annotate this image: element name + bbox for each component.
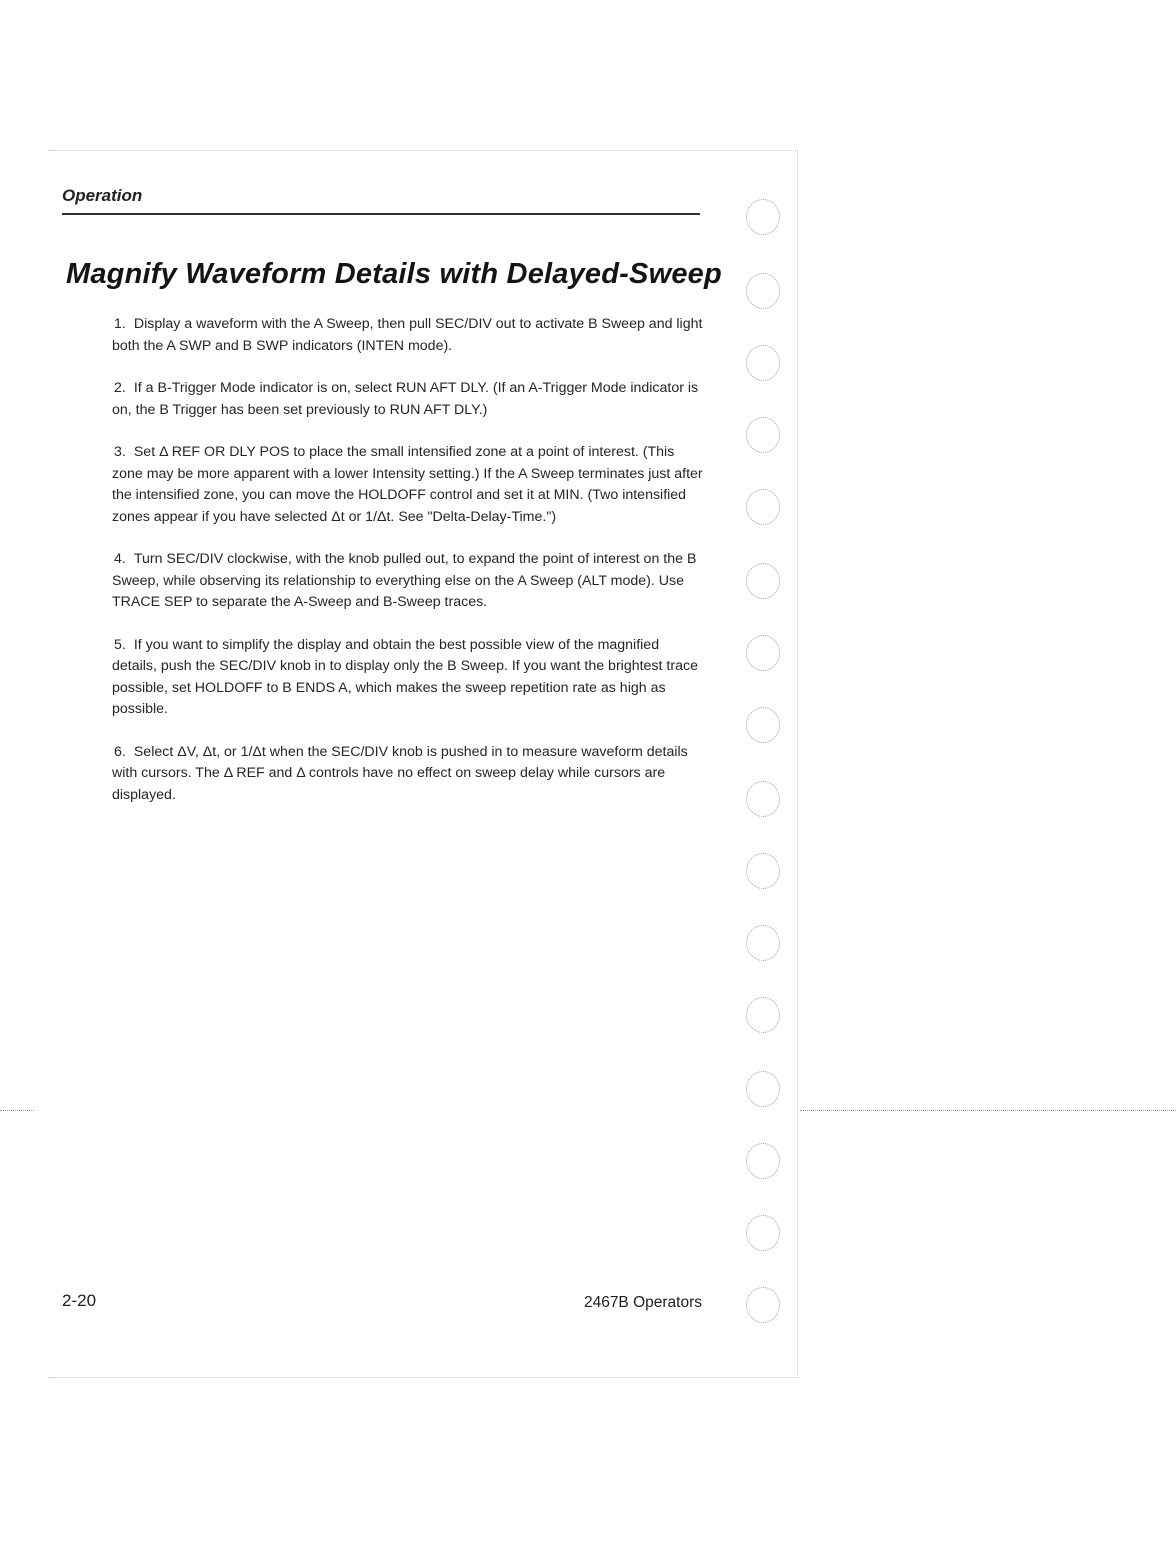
step-text: Set Δ REF OR DLY POS to place the small intensified zone at a point of interest. (This zone may be more apparent with a lower Intensity setting.) If the A Sweep terminates just after the intensified zone, you can move the HOLDOFF control and set it at MIN. (Two intensified zones appear if you have selected Δt or 1/Δt. See "Delta-Delay-Time.") (112, 444, 703, 525)
step-number: 6. (114, 743, 126, 760)
step-4 (112, 549, 704, 614)
punch-hole-icon (746, 1215, 780, 1251)
binder-punch-holes (746, 199, 782, 1329)
step-1 (112, 314, 704, 357)
step-number: 3. (114, 444, 126, 460)
punch-hole-icon (746, 635, 780, 671)
step-number: 1. (114, 316, 126, 332)
page-edge-top (48, 150, 796, 151)
punch-hole-icon (746, 273, 780, 309)
punch-hole-icon (746, 345, 780, 381)
section-label: Operation (62, 186, 143, 205)
step-6 (112, 742, 704, 807)
scan-line (800, 1110, 1176, 1111)
punch-hole-icon (746, 925, 780, 961)
step-text: If a B-Trigger Mode indicator is on, select RUN AFT DLY. (If an A-Trigger Mode indicator is on, the B Trigger has been set previously to RUN AFT DLY.) (112, 380, 699, 418)
page-title: Magnify Waveform Details with Delayed-Sweep (66, 258, 722, 290)
punch-hole-icon (746, 997, 780, 1033)
punch-hole-icon (746, 199, 780, 235)
step-number: 2. (114, 380, 126, 396)
step-2 (112, 378, 704, 421)
step-text: Select ΔV, Δt, or 1/Δt when the SEC/DIV knob is pushed in to measure waveform details with cursors. The Δ REF and Δ controls have no effect on sweep delay while cursors are displayed. (112, 743, 688, 803)
punch-hole-icon (746, 1287, 780, 1323)
step-number: 5. (114, 636, 126, 653)
procedure-steps (112, 314, 704, 827)
step-text: If you want to simplify the display and obtain the best possible view of the magnified details, push the SEC/DIV knob in to display only the B Sweep. If you want the brightest trace possible, set HOLDOFF to B ENDS A, which makes the sweep repetition rate as high as possible. (112, 636, 698, 717)
step-number: 4. (114, 551, 126, 567)
punch-hole-icon (746, 853, 780, 889)
step-text: Turn SEC/DIV clockwise, with the knob pulled out, to expand the point of interest on the B Sweep, while observing its relationship to everything else on the A Sweep (ALT mode). Use TRACE SEP to separate the A-Sweep and B-Sweep traces. (112, 551, 697, 610)
step-text: Display a waveform with the A Sweep, then pull SEC/DIV out to activate B Sweep and light both the A SWP and B SWP indicators (INTEN mode). (112, 316, 703, 354)
step-5 (112, 635, 704, 721)
punch-hole-icon (746, 563, 780, 599)
header-rule (62, 213, 700, 215)
punch-hole-icon (746, 417, 780, 453)
step-3 (112, 442, 704, 528)
punch-hole-icon (746, 1071, 780, 1107)
manual-title: 2467B Operators (583, 1294, 702, 1311)
scan-mark (0, 1110, 34, 1111)
page-edge-right (797, 150, 798, 1378)
punch-hole-icon (746, 781, 780, 817)
punch-hole-icon (746, 489, 780, 525)
punch-hole-icon (746, 1143, 780, 1179)
page-number: 2-20 (62, 1291, 97, 1310)
page-edge-bottom (48, 1377, 800, 1378)
punch-hole-icon (746, 707, 780, 743)
